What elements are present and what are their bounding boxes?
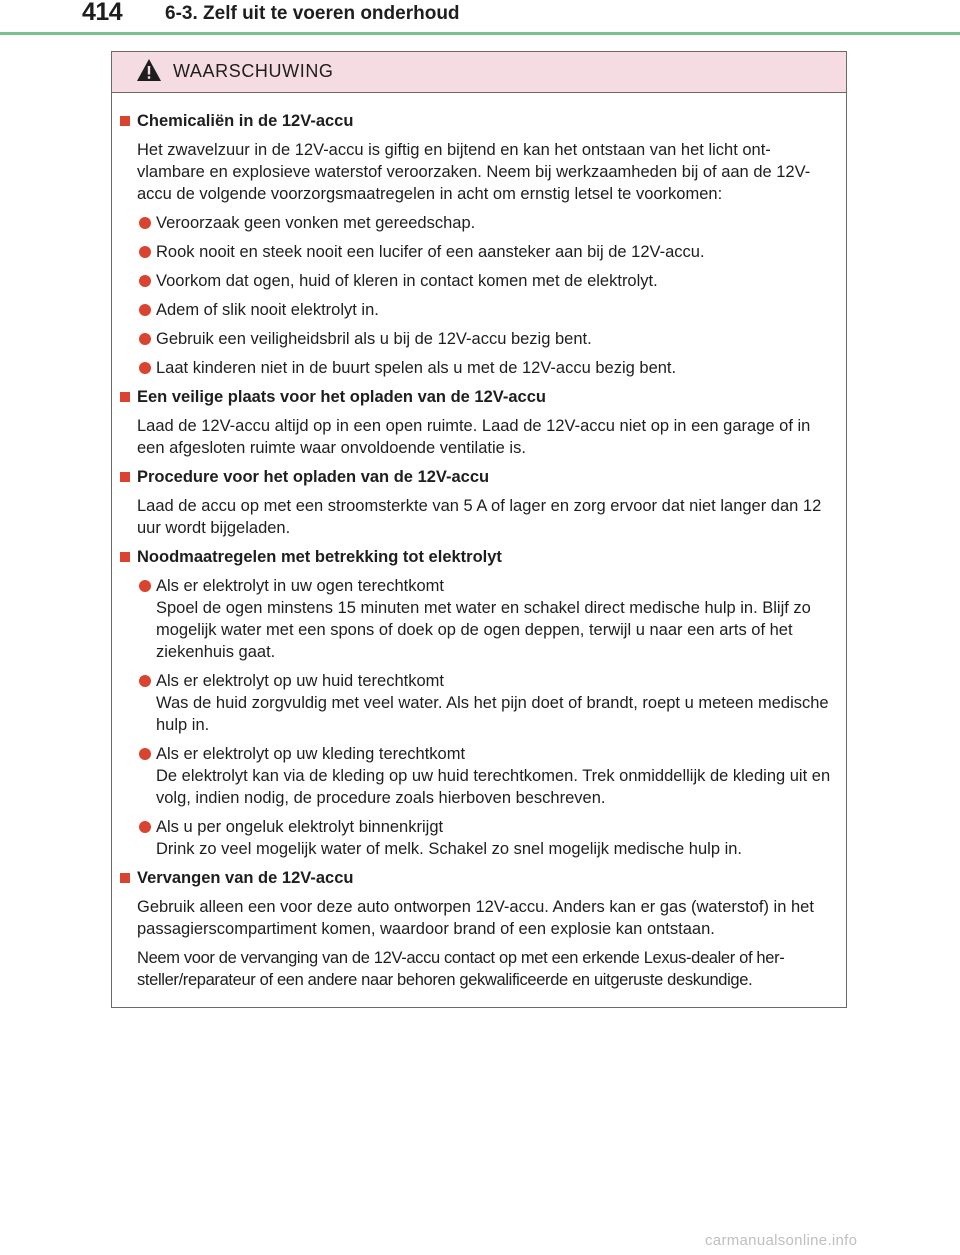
square-marker-icon <box>120 472 130 482</box>
section-heading-emergency <box>112 546 848 568</box>
section-heading-safe-place <box>112 386 848 408</box>
circle-bullet-icon <box>139 275 151 287</box>
warning-header <box>112 52 846 93</box>
page-header <box>0 0 960 36</box>
bullet-item <box>112 212 848 234</box>
circle-bullet-icon <box>139 304 151 316</box>
circle-bullet-icon <box>139 246 151 258</box>
bullet-text: Drink zo veel mogelijk water of melk. Schakel zo snel mogelijk medische hulp in. <box>156 840 742 858</box>
bullet-item <box>112 270 848 292</box>
bullet-title: Als er elektrolyt in uw ogen terechtkomt <box>156 577 444 595</box>
page-number: 414 <box>82 0 123 26</box>
bullet-title: Als er elektrolyt op uw kleding terechtkomt <box>156 745 466 763</box>
header-rule <box>0 32 960 35</box>
square-marker-icon <box>120 552 130 562</box>
square-marker-icon <box>120 873 130 883</box>
circle-bullet-icon <box>139 217 151 229</box>
bullet-item <box>112 328 848 350</box>
bullet-text: Adem of slik nooit elektrolyt in. <box>156 301 379 319</box>
bullet-text: Veroorzaak geen vonken met gereedschap. <box>156 214 476 232</box>
bullet-item <box>112 575 848 663</box>
warning-box <box>111 51 847 1008</box>
paragraph: Gebruik alleen een voor deze auto ontworpen 12V-accu. Anders kan er gas (waterstof) in het passagierscompartiment komen, waardoor brand of een explosie kan ontstaan. <box>137 898 814 938</box>
bullet-item <box>112 357 848 379</box>
circle-bullet-icon <box>139 821 151 833</box>
heading-text: Noodmaatregelen met betrekking tot elektrolyt <box>137 548 502 566</box>
section-title: 6-3. Zelf uit te voeren onderhoud <box>165 3 460 24</box>
circle-bullet-icon <box>139 675 151 687</box>
heading-text: Vervangen van de 12V-accu <box>137 869 354 887</box>
bullet-text: Was de huid zorgvuldig met veel water. Als het pijn doet of brandt, roept u meteen medische hulp in. <box>156 694 829 734</box>
watermark: carmanualsonline.info <box>705 1232 858 1249</box>
bullet-text: De elektrolyt kan via de kleding op uw huid terechtkomen. Trek onmiddellijk de kleding uit en volg, indien nodig, de procedure zoals hierboven beschreven. <box>156 767 831 807</box>
warning-triangle-icon <box>136 58 162 82</box>
section-heading-charging-procedure <box>112 466 848 488</box>
bullet-text: Rook nooit en steek nooit een lucifer of een aansteker aan bij de 12V-accu. <box>156 243 705 261</box>
bullet-text: Laat kinderen niet in de buurt spelen als u met de 12V-accu bezig bent. <box>156 359 677 377</box>
paragraph: Het zwavelzuur in de 12V-accu is giftig en bijtend en kan het ontstaan van het licht ont- vlambare en explosieve waterstof veroorzaken. Neem bij werkzaamheden bij of aan de 12V-accu de volgende voorzorgsmaatregelen in acht om ernstig letsel te voorkomen: <box>137 141 811 203</box>
heading-text: Procedure voor het opladen van de 12V-accu <box>137 468 490 486</box>
section-heading-chemicals <box>112 110 848 132</box>
warning-body <box>112 110 848 991</box>
warning-title: WAARSCHUWING <box>173 61 334 81</box>
paragraph: Laad de accu op met een stroomsterkte van 5 A of lager en zorg ervoor dat niet langer dan 12 uur wordt bijgeladen. <box>137 497 822 537</box>
bullet-title: Als u per ongeluk elektrolyt binnenkrijgt <box>156 818 444 836</box>
bullet-item <box>112 241 848 263</box>
bullet-item <box>112 743 848 809</box>
paragraph: Neem voor de vervanging van de 12V-accu contact op met een erkende Lexus-dealer of her- steller/reparateur of een andere naar behoren gekwalificeerde en uitgeruste deskundige. <box>137 949 785 989</box>
bullet-item <box>112 299 848 321</box>
heading-text: Een veilige plaats voor het opladen van de 12V-accu <box>137 388 546 406</box>
square-marker-icon <box>120 392 130 402</box>
heading-text: Chemicaliën in de 12V-accu <box>137 112 354 130</box>
bullet-title: Als er elektrolyt op uw huid terechtkomt <box>156 672 444 690</box>
circle-bullet-icon <box>139 362 151 374</box>
circle-bullet-icon <box>139 748 151 760</box>
bullet-text: Gebruik een veiligheidsbril als u bij de 12V-accu bezig bent. <box>156 330 592 348</box>
circle-bullet-icon <box>139 333 151 345</box>
bullet-item <box>112 670 848 736</box>
paragraph: Laad de 12V-accu altijd op in een open ruimte. Laad de 12V-accu niet op in een garage of in een afgesloten ruimte waar onvoldoende ventilatie is. <box>137 417 811 457</box>
bullet-text: Voorkom dat ogen, huid of kleren in contact komen met de elektrolyt. <box>156 272 658 290</box>
bullet-item <box>112 816 848 860</box>
bullet-text: Spoel de ogen minstens 15 minuten met water en schakel direct medische hulp in. Blijf zo mogelijk water met een spons of doek op de ogen deppen, terwijl u naar een arts of het ziekenhuis gaat. <box>156 599 811 661</box>
square-marker-icon <box>120 116 130 126</box>
circle-bullet-icon <box>139 580 151 592</box>
section-heading-replacement <box>112 867 848 889</box>
